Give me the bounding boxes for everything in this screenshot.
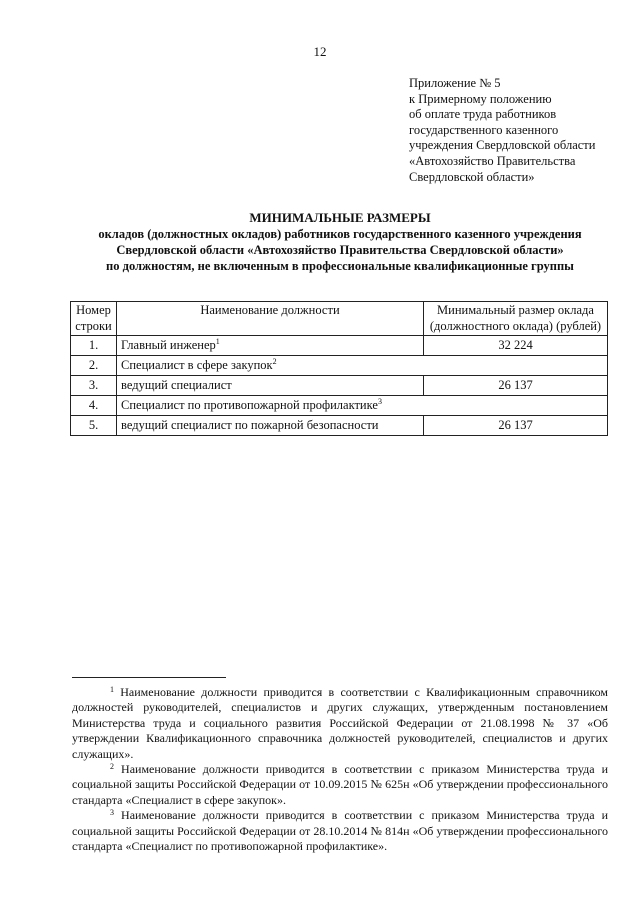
annex-line: к Примерному положению — [409, 91, 552, 106]
page-number: 12 — [313, 44, 327, 59]
footnote — [72, 685, 608, 762]
footnotes — [72, 685, 608, 854]
footnote-ref: 3 — [377, 397, 382, 406]
footnote-ref: 2 — [272, 357, 277, 366]
annex-line: учреждения Свердловской области — [409, 138, 596, 153]
row-name-text: Специалист по противопожарной профилактике — [121, 398, 378, 412]
header-salary: Минимальный размер оклада (должностного оклада) (рублей) — [424, 302, 608, 336]
footnote-text: Наименование должности приводится в соответствии с приказом Министерства труда и социальной защиты Российской Федерации от 28.10.2014 № 814н «Об утверждении профессионального стандарта «Специалист по противопожарной профилактике». — [72, 808, 608, 854]
row-name — [117, 356, 608, 376]
annex-header — [409, 76, 595, 185]
row-salary: 26 137 — [424, 376, 608, 396]
row-num: 4. — [71, 396, 117, 416]
document-title — [60, 210, 620, 274]
footnote-divider — [72, 677, 226, 678]
row-name: ведущий специалист — [117, 376, 424, 396]
row-name — [117, 336, 424, 356]
table-row — [71, 356, 608, 376]
title-line: Свердловской области «Автохозяйство Правительства Свердловской области» — [116, 243, 564, 257]
footnote-mark: 1 — [110, 685, 114, 694]
row-num: 3. — [71, 376, 117, 396]
annex-line: Приложение № 5 — [409, 76, 501, 90]
row-salary: 26 137 — [424, 416, 608, 436]
table-row — [71, 336, 608, 356]
table-row — [71, 396, 608, 416]
row-salary: 32 224 — [424, 336, 608, 356]
salary-table — [70, 301, 608, 436]
title-line: по должностям, не включенным в профессиональные квалификационные группы — [106, 259, 574, 273]
table-row — [71, 416, 608, 436]
header-num: Номер строки — [71, 302, 117, 336]
footnote-text: Наименование должности приводится в соответствии с Квалификационным справочником должностей руководителей, специалистов и других служащих, утвержденным постановлением Министерства труда и социального развития Российской Федерации от 21.08.1998 № 37 «Об утверждении Квалификационного справочника должностей руководителей, специалистов и других служащих». — [72, 685, 608, 761]
annex-line: Свердловской области» — [409, 169, 535, 184]
header-name: Наименование должности — [117, 302, 424, 336]
title-main: МИНИМАЛЬНЫЕ РАЗМЕРЫ — [249, 210, 431, 225]
row-num: 1. — [71, 336, 117, 356]
footnote-mark: 3 — [110, 808, 114, 818]
footnote-ref: 1 — [215, 337, 220, 346]
title-line: окладов (должностных окладов) работников государственного казенного учреждения — [98, 227, 582, 241]
row-name: ведущий специалист по пожарной безопасности — [117, 416, 424, 436]
footnote-mark: 2 — [110, 762, 114, 772]
annex-line: государственного казенного — [409, 122, 559, 137]
row-name-text: Специалист в сфере закупок — [121, 358, 273, 372]
table-row — [71, 376, 608, 396]
row-name-text: Главный инженер — [121, 338, 216, 352]
annex-line: об оплате труда работников — [409, 107, 557, 122]
row-name — [117, 396, 608, 416]
table-header-row — [71, 302, 608, 336]
row-num: 5. — [71, 416, 117, 436]
footnote — [72, 808, 608, 854]
row-num: 2. — [71, 356, 117, 376]
footnote — [72, 762, 608, 808]
footnote-text: Наименование должности приводится в соответствии с приказом Министерства труда и социальной защиты Российской Федерации от 10.09.2015 № 625н «Об утверждении профессионального стандарта «Специалист в сфере закупок». — [72, 762, 608, 807]
annex-line: «Автохозяйство Правительства — [409, 153, 576, 168]
